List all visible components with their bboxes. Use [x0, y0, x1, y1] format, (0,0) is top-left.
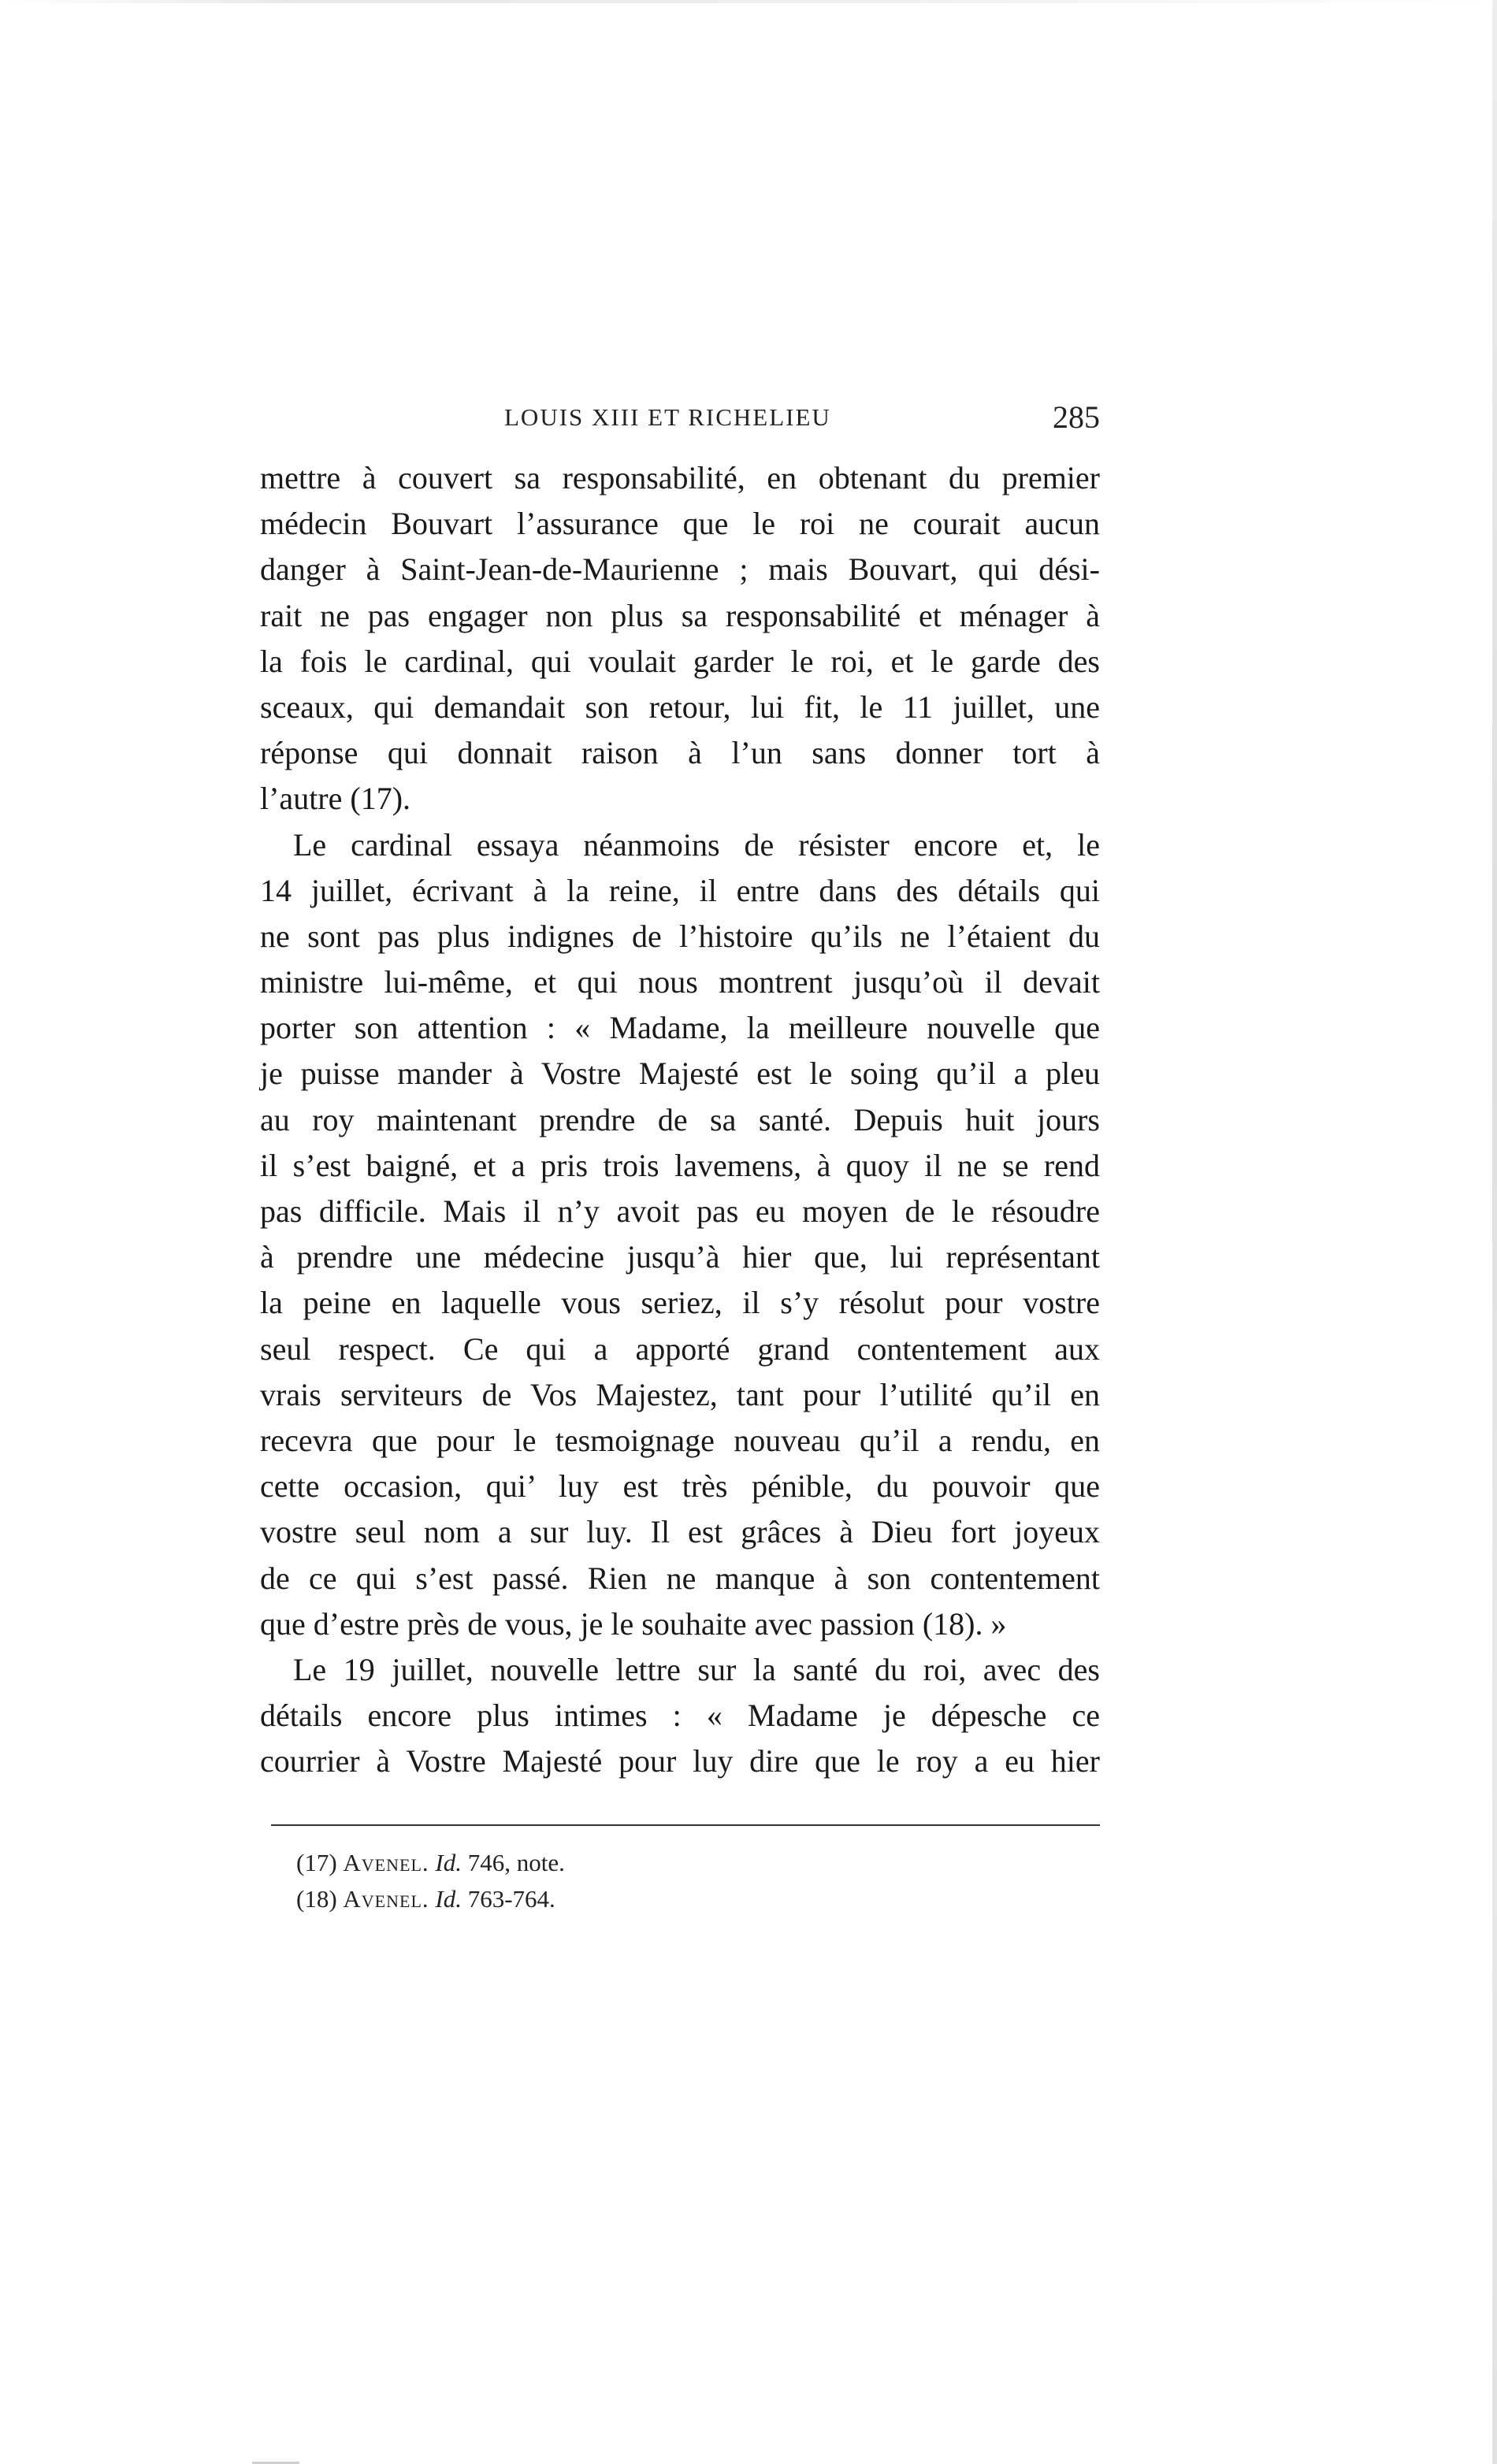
text-line: cette occasion, qui’ luy est très pénible, du pouvoir que [260, 1468, 1100, 1505]
text-line: je puisse mander à Vostre Majesté est le soing qu’il a pleu [260, 1056, 1100, 1092]
text-line: que d’estre près de vous, je le souhaite avec passion (18). » [260, 1605, 1007, 1642]
scan-edge-right [1492, 0, 1497, 2464]
text-line: vostre seul nom a sur luy. Il est grâces à Dieu fort joyeux [260, 1514, 1100, 1550]
text-line: médecin Bouvart l’assurance que le roi ne courait aucun [260, 506, 1100, 542]
footnote-ref: Id. [435, 1849, 462, 1876]
text-line: 14 juillet, écrivant à la reine, il entre dans des détails qui [260, 872, 1100, 908]
text-line: la fois le cardinal, qui voulait garder le roi, et le garde des [260, 643, 1100, 679]
footnote-detail: 746, note. [467, 1849, 565, 1876]
text-line: recevra que pour le tesmoignage nouveau qu’il a rendu, en [260, 1422, 1100, 1458]
text-line: seul respect. Ce qui a apporté grand contentement aux [260, 1330, 1100, 1367]
text-line: de ce qui s’est passé. Rien ne manque à son contentement [260, 1560, 1100, 1596]
text-line: réponse qui donnait raison à l’un sans donner tort à [260, 735, 1100, 771]
footnote-author: Avenel. [343, 1885, 429, 1913]
text-line: porter son attention : « Madame, la meilleure nouvelle que [260, 1010, 1100, 1046]
footnote-number: (18) [296, 1885, 337, 1913]
text-line: l’autre (17). [260, 781, 411, 817]
text-line: ministre lui-même, et qui nous montrent jusqu’où il devait [260, 964, 1100, 1000]
text-line: Le 19 juillet, nouvelle lettre sur la santé du roi, avec des [293, 1651, 1100, 1687]
text-line: ne sont pas plus indignes de l’histoire qu’ils ne l’étaient du [260, 918, 1100, 954]
text-line: vrais serviteurs de Vos Majestez, tant pour l’utilité qu’il en [260, 1376, 1100, 1412]
text-line: au roy maintenant prendre de sa santé. Depuis huit jours [260, 1101, 1100, 1137]
footnote-detail: 763-764. [467, 1885, 555, 1913]
text-line: sceaux, qui demandait son retour, lui fit, le 11 juillet, une [260, 688, 1100, 725]
body-text [260, 455, 1100, 1784]
scan-edge-top [0, 0, 1497, 3]
text-line: détails encore plus intimes : « Madame je dépesche ce [260, 1698, 1100, 1734]
footnote-ref: Id. [435, 1885, 462, 1913]
text-line: pas difficile. Mais il n’y avoit pas eu moyen de le résoudre [260, 1193, 1100, 1229]
footnote [296, 1881, 1084, 1917]
text-line: rait ne pas engager non plus sa responsabilité et ménager à [260, 597, 1100, 633]
text-line: courrier à Vostre Majesté pour luy dire que le roy a eu hier [260, 1743, 1100, 1779]
footnote [296, 1845, 1084, 1881]
page-number: 285 [1053, 399, 1100, 435]
text-line: à prendre une médecine jusqu’à hier que, lui représentant [260, 1239, 1100, 1275]
text-line: la peine en laquelle vous seriez, il s’y résolut pour vostre [260, 1285, 1100, 1321]
running-title: LOUIS XIII ET RICHELIEU [504, 403, 831, 431]
footnote-number: (17) [296, 1849, 337, 1876]
footnote-rule [271, 1824, 1100, 1826]
running-head [260, 399, 1100, 438]
footnote-author: Avenel. [343, 1849, 429, 1876]
text-line: il s’est baigné, et a pris trois lavemens, à quoy il ne se rend [260, 1147, 1100, 1183]
footnotes [296, 1845, 1084, 1917]
text-line: danger à Saint-Jean-de-Maurienne ; mais Bouvart, qui dési- [260, 551, 1100, 588]
text-line: mettre à couvert sa responsabilité, en obtenant du premier [260, 460, 1100, 495]
text-line: Le cardinal essaya néanmoins de résister encore et, le [293, 826, 1100, 863]
